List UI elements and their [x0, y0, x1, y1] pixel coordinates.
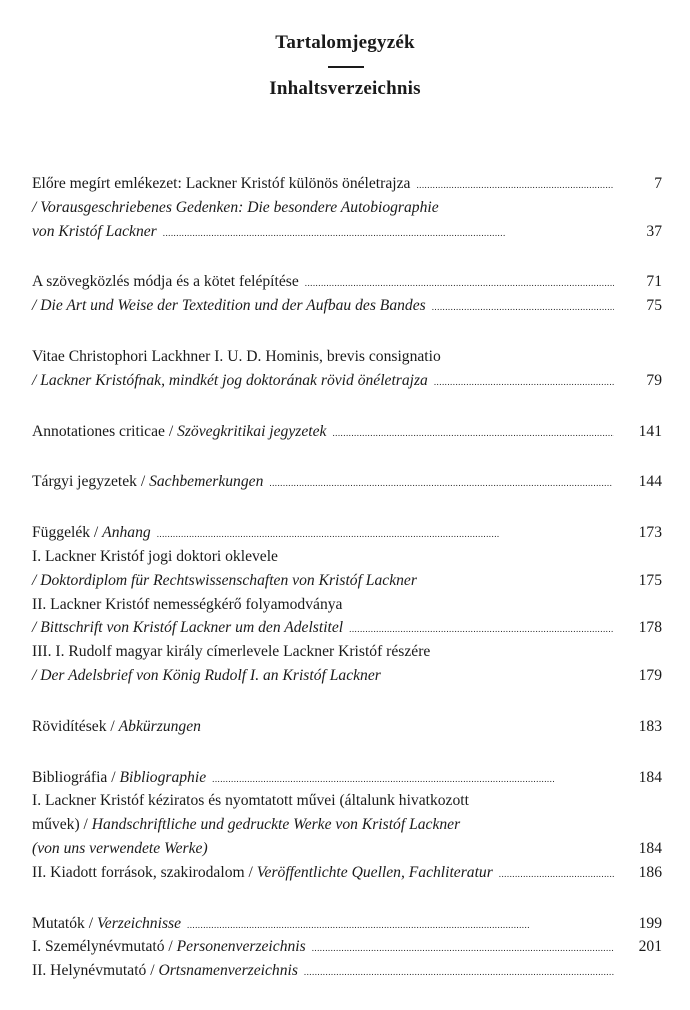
toc-entry — [32, 569, 662, 593]
toc-entry-translation: / Der Adelsbrief von König Rudolf I. an Kristóf Lackner — [32, 666, 381, 684]
toc-group — [32, 715, 662, 739]
toc-entry-translation: Szövegkritikai jegyzetek — [177, 422, 327, 440]
toc-entry-title — [32, 220, 157, 244]
toc-entry-title — [32, 172, 410, 196]
toc-entry-text: Rövidítések / — [32, 717, 119, 735]
toc-entry — [32, 935, 662, 959]
toc-page-number: 7 — [654, 175, 662, 192]
toc-entry — [32, 345, 662, 369]
toc-entry — [32, 470, 662, 494]
toc-entry-title — [32, 837, 208, 861]
toc-entry-translation: Ortsnamenverzeichnis — [158, 962, 298, 980]
toc-entry-title — [32, 935, 306, 959]
toc-entry-title — [32, 345, 441, 369]
dot-leader — [163, 220, 614, 240]
toc-entry-text: I. Személynévmutató / — [32, 938, 177, 956]
dot-leader — [187, 912, 614, 932]
toc-entry — [32, 766, 662, 790]
toc-page-number: 179 — [638, 666, 662, 684]
toc-page-number: 183 — [638, 717, 662, 735]
toc-entry-title — [32, 813, 460, 837]
toc-entry-title — [32, 270, 299, 294]
toc-entry — [32, 545, 662, 569]
toc-page-number: 201 — [638, 938, 662, 956]
dot-leader — [269, 470, 614, 490]
toc-page-number: 79 — [646, 371, 662, 389]
toc-entry-title — [32, 545, 278, 569]
dot-leader — [157, 521, 614, 541]
dot-leader — [499, 861, 614, 881]
toc-entry-translation: Sachbemerkungen — [149, 473, 264, 491]
toc-page-number: 144 — [638, 473, 662, 491]
toc-entry — [32, 959, 662, 983]
dot-leader — [432, 294, 614, 314]
toc-entry-title — [32, 521, 151, 545]
toc-entry-translation: Veröffentlichte Quellen, Fachliteratur — [256, 863, 493, 881]
toc-page-number: 186 — [638, 863, 662, 881]
toc-entry-text: Függelék / — [32, 524, 103, 542]
dot-leader — [349, 616, 614, 636]
toc-entry-title — [32, 569, 417, 593]
toc-entry — [32, 616, 662, 640]
page-subtitle: Inhaltsverzeichnis — [269, 78, 421, 99]
page-title: Tartalomjegyzék — [275, 32, 415, 53]
toc-page-number: 178 — [638, 619, 662, 637]
dot-leader — [416, 172, 614, 192]
toc-entry-translation: Handschriftliche und gedruckte Werke von Kristóf Lackner — [91, 816, 461, 834]
toc-entry-title — [32, 616, 343, 640]
dot-leader — [304, 959, 614, 979]
toc-entry-text: Előre megírt emlékezet: Lackner Kristóf különös önéletrajza — [32, 175, 411, 192]
toc-entry — [32, 294, 662, 318]
toc-group — [32, 345, 662, 393]
toc-group — [32, 270, 662, 318]
toc-entry-text: II. Helynévmutató / — [32, 962, 159, 980]
toc-group — [32, 766, 662, 885]
toc-entry-title — [32, 294, 426, 318]
toc-entry-text: I. Lackner Kristóf jogi doktori oklevele — [32, 547, 278, 565]
toc-entry-translation: Bibliographie — [119, 768, 207, 786]
toc-entry — [32, 196, 662, 220]
toc-entry-translation: (von uns verwendete Werke) — [32, 839, 208, 857]
toc-entry-translation: / Doktordiplom für Rechtswissenschaften von Kristóf Lackner — [32, 571, 417, 589]
toc-entry-title — [32, 369, 428, 393]
dot-leader — [312, 935, 614, 955]
toc-entry — [32, 715, 662, 739]
toc-page-number: 37 — [646, 222, 662, 240]
toc-entry-text: Tárgyi jegyzetek / — [32, 473, 150, 491]
toc-group — [32, 912, 662, 983]
toc-entry-title — [32, 470, 263, 494]
toc-page-number: 175 — [638, 571, 662, 589]
toc-page-number: 199 — [638, 914, 662, 932]
toc-entry — [32, 420, 662, 444]
toc-entry-text: Vitae Christophori Lackhner I. U. D. Hominis, brevis consignatio — [32, 347, 441, 365]
toc-entry-text: Mutatók / — [32, 914, 97, 932]
toc-entry — [32, 789, 662, 813]
toc-page-number: 173 — [638, 524, 662, 542]
dot-leader — [212, 766, 614, 786]
toc-entry-text: Bibliográfia / — [32, 768, 120, 786]
toc-entry — [32, 270, 662, 294]
toc-entry — [32, 640, 662, 664]
toc-group — [32, 172, 662, 243]
dot-leader — [434, 369, 614, 389]
toc-entry-title — [32, 640, 430, 664]
toc-entry — [32, 912, 662, 936]
toc-group — [32, 420, 662, 444]
toc-entry-title — [32, 664, 381, 688]
toc-entry-translation: / Lackner Kristófnak, mindkét jog doktorának rövid önéletrajza — [32, 371, 428, 389]
toc-entry — [32, 220, 662, 244]
toc-entry-text: Annotationes criticae / — [32, 422, 178, 440]
toc-entry — [32, 593, 662, 617]
toc-entry-translation: / Bittschrift von Kristóf Lackner um den Adelstitel — [32, 619, 344, 637]
toc-entry-translation: Verzeichnisse — [96, 914, 181, 932]
toc-page-number: 71 — [646, 273, 662, 291]
dot-leader — [305, 270, 614, 290]
toc-group — [32, 470, 662, 494]
toc-entry — [32, 837, 662, 861]
toc-page-number: 184 — [638, 839, 662, 857]
toc-entry — [32, 664, 662, 688]
toc-entry-title — [32, 420, 326, 444]
table-of-contents — [32, 172, 662, 1010]
toc-entry-text: A szövegközlés módja és a kötet felépítése — [32, 273, 299, 291]
toc-entry-translation: / Die Art und Weise der Textedition und der Aufbau des Bandes — [32, 297, 426, 315]
toc-entry-text: II. Kiadott források, szakirodalom / — [32, 863, 257, 881]
title-divider — [328, 66, 364, 68]
toc-entry — [32, 369, 662, 393]
toc-entry — [32, 861, 662, 885]
toc-entry-translation: Anhang — [102, 524, 151, 542]
toc-entry-title — [32, 715, 201, 739]
toc-entry-translation: von Kristóf Lackner — [32, 222, 157, 240]
toc-entry — [32, 521, 662, 545]
toc-page-number: 75 — [646, 297, 662, 315]
toc-entry-text: művek) / — [32, 816, 92, 834]
toc-entry-title — [32, 789, 469, 813]
toc-page-number: 184 — [638, 768, 662, 786]
toc-entry-title — [32, 766, 206, 790]
toc-entry-title — [32, 593, 342, 617]
toc-entry — [32, 813, 662, 837]
toc-entry-translation: / Vorausgeschriebenes Gedenken: Die besondere Autobiographie — [32, 198, 439, 216]
dot-leader — [332, 420, 614, 440]
toc-entry-text: II. Lackner Kristóf nemességkérő folyamodványa — [32, 595, 343, 613]
toc-entry-title — [32, 959, 298, 983]
toc-entry-title — [32, 861, 493, 885]
toc-entry — [32, 172, 662, 196]
toc-entry-text: I. Lackner Kristóf kéziratos és nyomtatott művei (általunk hivatkozott — [32, 792, 469, 810]
toc-group — [32, 521, 662, 688]
toc-entry-title — [32, 912, 181, 936]
toc-entry-translation: Personenverzeichnis — [176, 938, 306, 956]
toc-entry-title — [32, 196, 439, 220]
toc-entry-text: III. I. Rudolf magyar király címerlevele Lackner Kristóf részére — [32, 643, 431, 661]
toc-entry-translation: Abkürzungen — [118, 717, 201, 735]
toc-page-number: 141 — [638, 422, 662, 440]
